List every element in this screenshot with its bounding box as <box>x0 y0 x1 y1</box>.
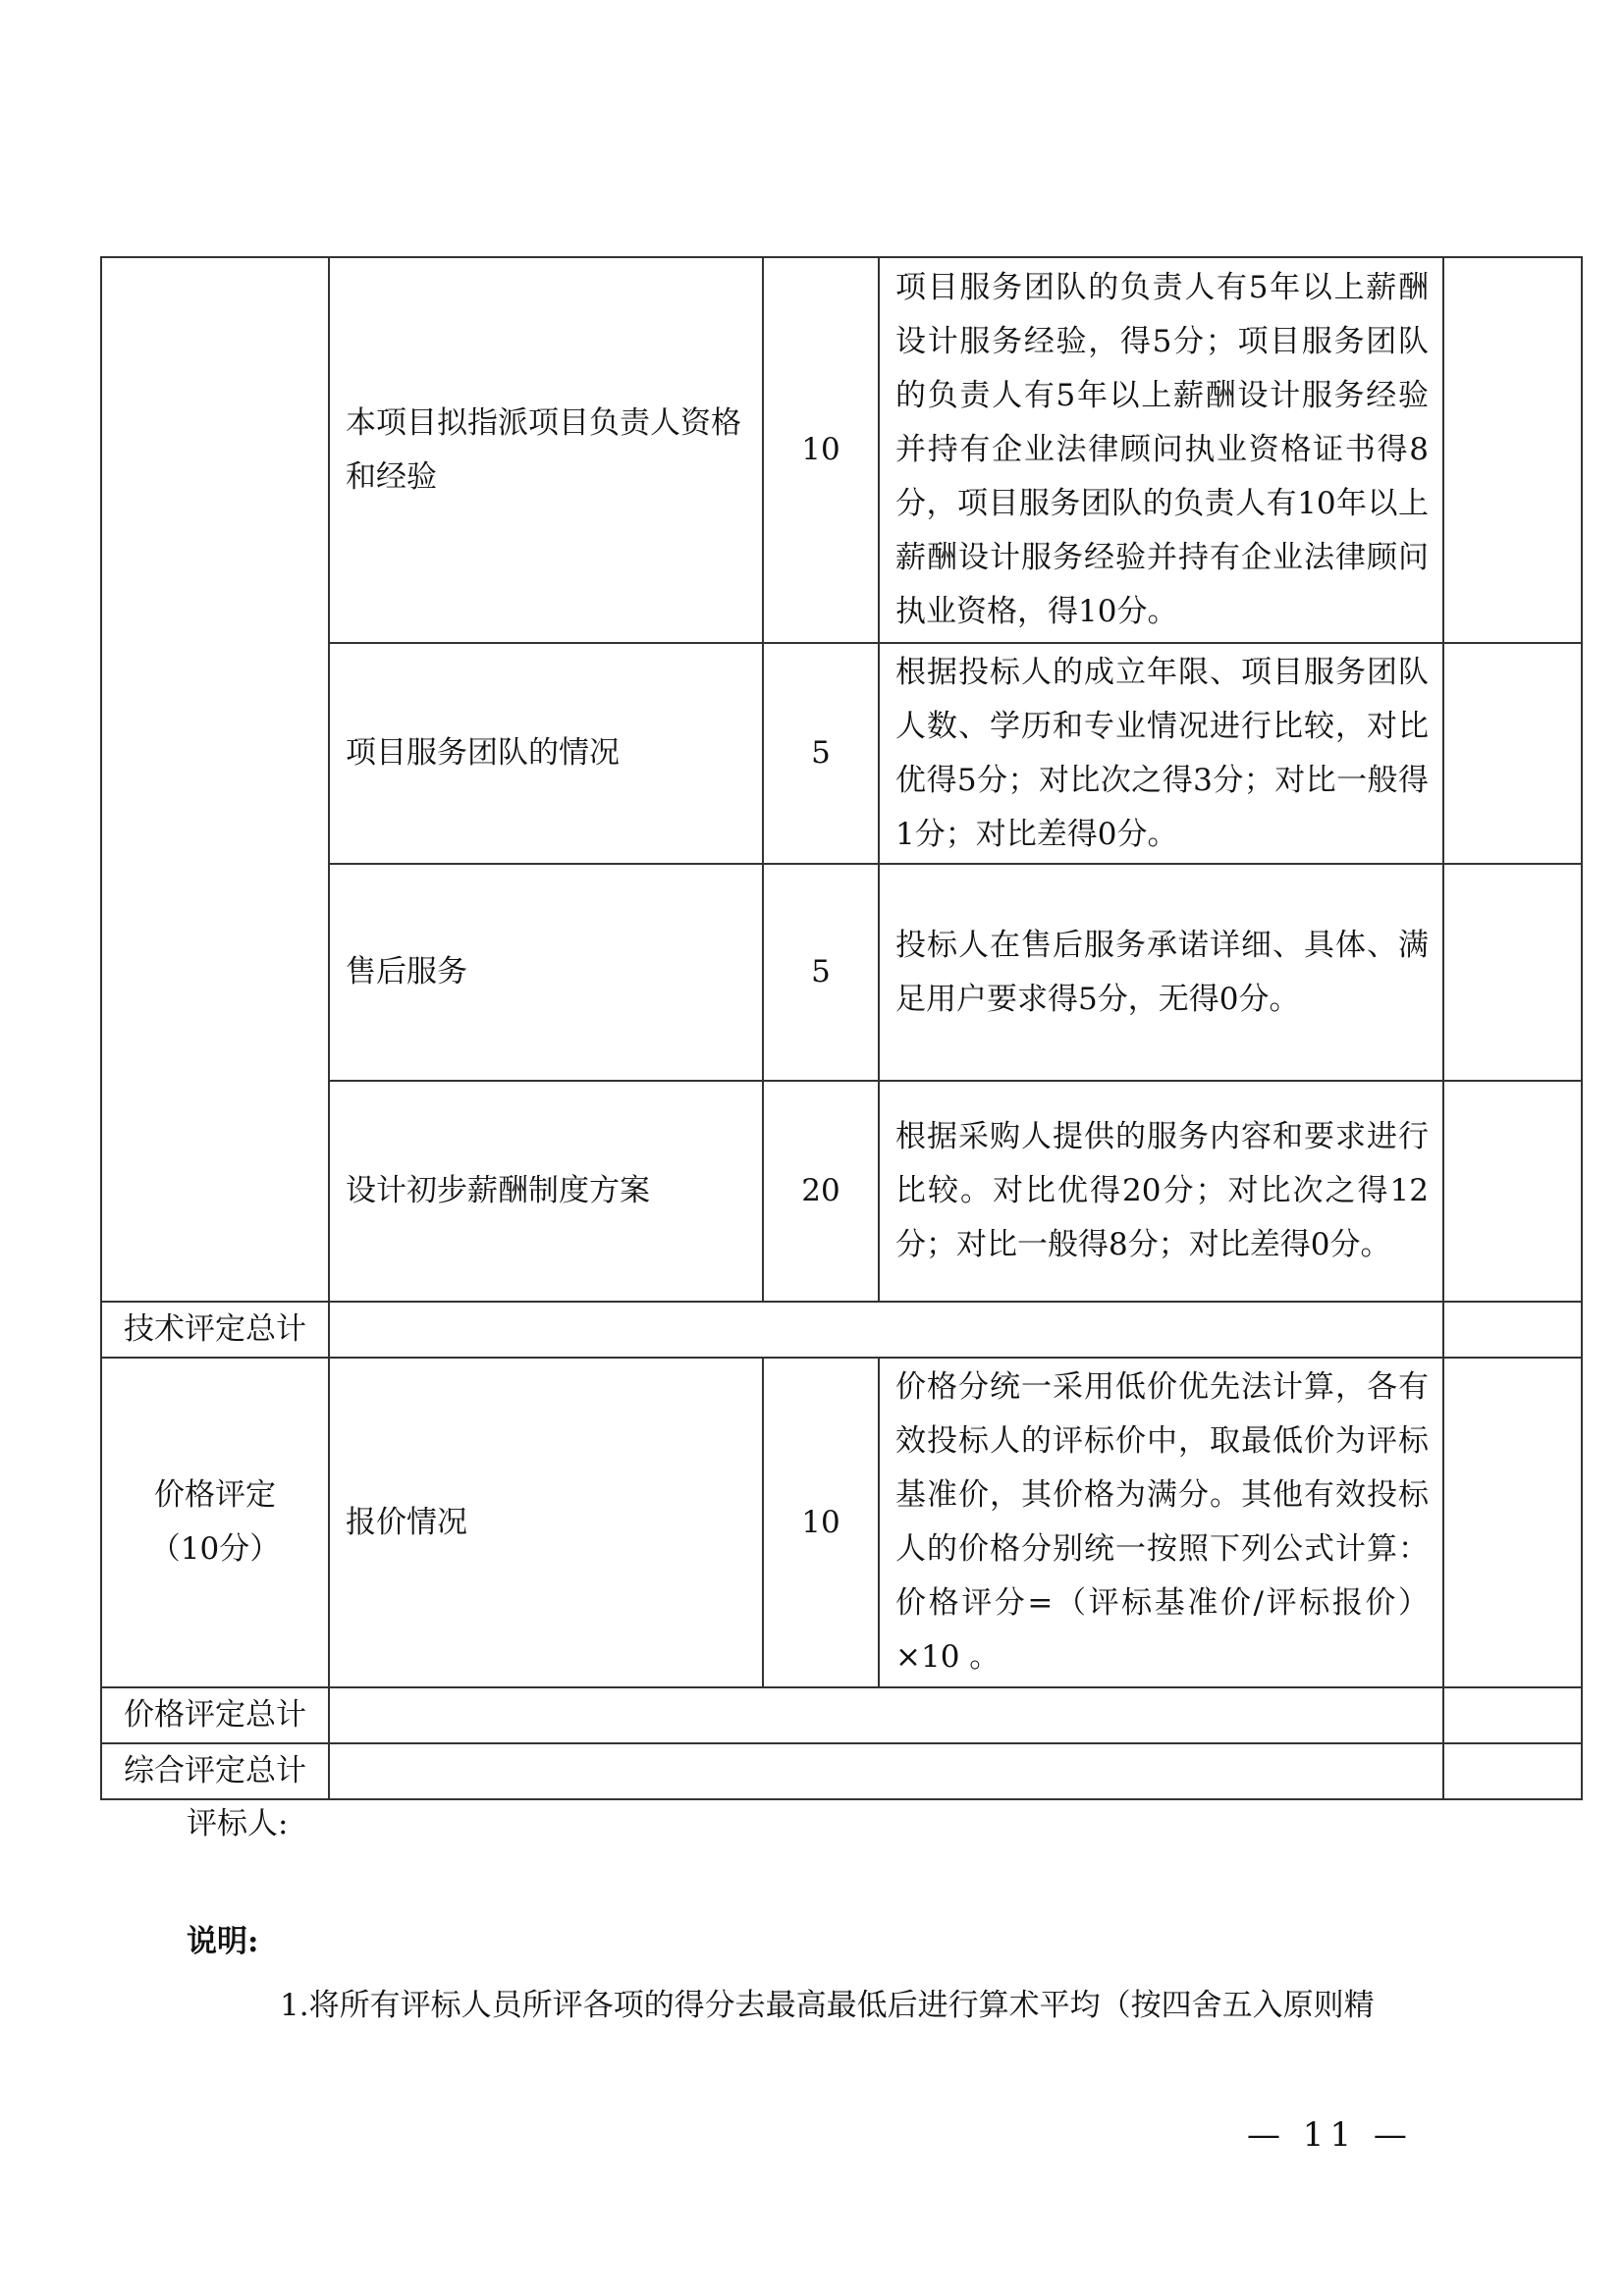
table-row <box>101 1358 1582 1687</box>
criteria-cell: 投标人在售后服务承诺详细、具体、满足用户要求得5分，无得0分。 <box>879 864 1443 1081</box>
notes-item-1: 1.将所有评标人员所评各项的得分去最高最低后进行算术平均（按四舍五入原则精 <box>280 1988 1375 2023</box>
page-number: — 11 — <box>1247 2115 1413 2155</box>
score-cell: 5 <box>763 643 879 864</box>
technical-total-label: 技术评定总计 <box>101 1302 329 1358</box>
awarded-score-cell <box>1443 257 1582 643</box>
score-cell: 20 <box>763 1081 879 1302</box>
price-category-label: 价格评定 <box>154 1477 276 1513</box>
criteria-cell: 根据采购人提供的服务内容和要求进行比较。对比优得20分；对比次之得12分；对比一般得8分；对比差得0分。 <box>879 1081 1443 1302</box>
score-cell: 5 <box>763 864 879 1081</box>
awarded-score-cell <box>1443 1358 1582 1687</box>
price-category-points: （10分） <box>149 1531 281 1567</box>
table-row <box>101 1687 1582 1743</box>
table-row <box>101 1302 1582 1358</box>
criteria-cell: 价格分统一采用低价优先法计算，各有效投标人的评标价中，取最低价为评标基准价，其价格为满分。其他有效投标人的价格分别统一按照下列公式计算：价格评分=（评标基准价/评标报价）×10 。 <box>879 1358 1443 1687</box>
notes-title: 说明: <box>187 1924 259 1959</box>
awarded-score-cell <box>1443 643 1582 864</box>
technical-total-value <box>329 1302 1443 1358</box>
item-cell: 本项目拟指派项目负责人资格和经验 <box>329 257 763 643</box>
table-row <box>101 1743 1582 1799</box>
awarded-score-cell <box>1443 864 1582 1081</box>
awarded-score-cell <box>1443 1081 1582 1302</box>
item-cell: 项目服务团队的情况 <box>329 643 763 864</box>
criteria-cell: 根据投标人的成立年限、项目服务团队人数、学历和专业情况进行比较，对比优得5分；对比次之得3分；对比一般得1分；对比差得0分。 <box>879 643 1443 864</box>
evaluator-label: 评标人: <box>187 1806 289 1842</box>
scoring-table <box>100 256 1583 1800</box>
price-category-cell <box>101 1358 329 1687</box>
price-total-value <box>329 1687 1443 1743</box>
awarded-score-cell <box>1443 1743 1582 1799</box>
overall-total-label: 综合评定总计 <box>101 1743 329 1799</box>
score-cell: 10 <box>763 257 879 643</box>
criteria-cell: 项目服务团队的负责人有5年以上薪酬设计服务经验，得5分；项目服务团队的负责人有5年以上薪酬设计服务经验并持有企业法律顾问执业资格证书得8分，项目服务团队的负责人有10年以上薪酬设计服务经验并持有企业法律顾问执业资格，得10分。 <box>879 257 1443 643</box>
table-row <box>101 257 1582 643</box>
awarded-score-cell <box>1443 1687 1582 1743</box>
item-cell: 售后服务 <box>329 864 763 1081</box>
score-cell: 10 <box>763 1358 879 1687</box>
awarded-score-cell <box>1443 1302 1582 1358</box>
overall-total-value <box>329 1743 1443 1799</box>
price-total-label: 价格评定总计 <box>101 1687 329 1743</box>
item-cell: 报价情况 <box>329 1358 763 1687</box>
technical-category-cell <box>101 257 329 1302</box>
item-cell: 设计初步薪酬制度方案 <box>329 1081 763 1302</box>
